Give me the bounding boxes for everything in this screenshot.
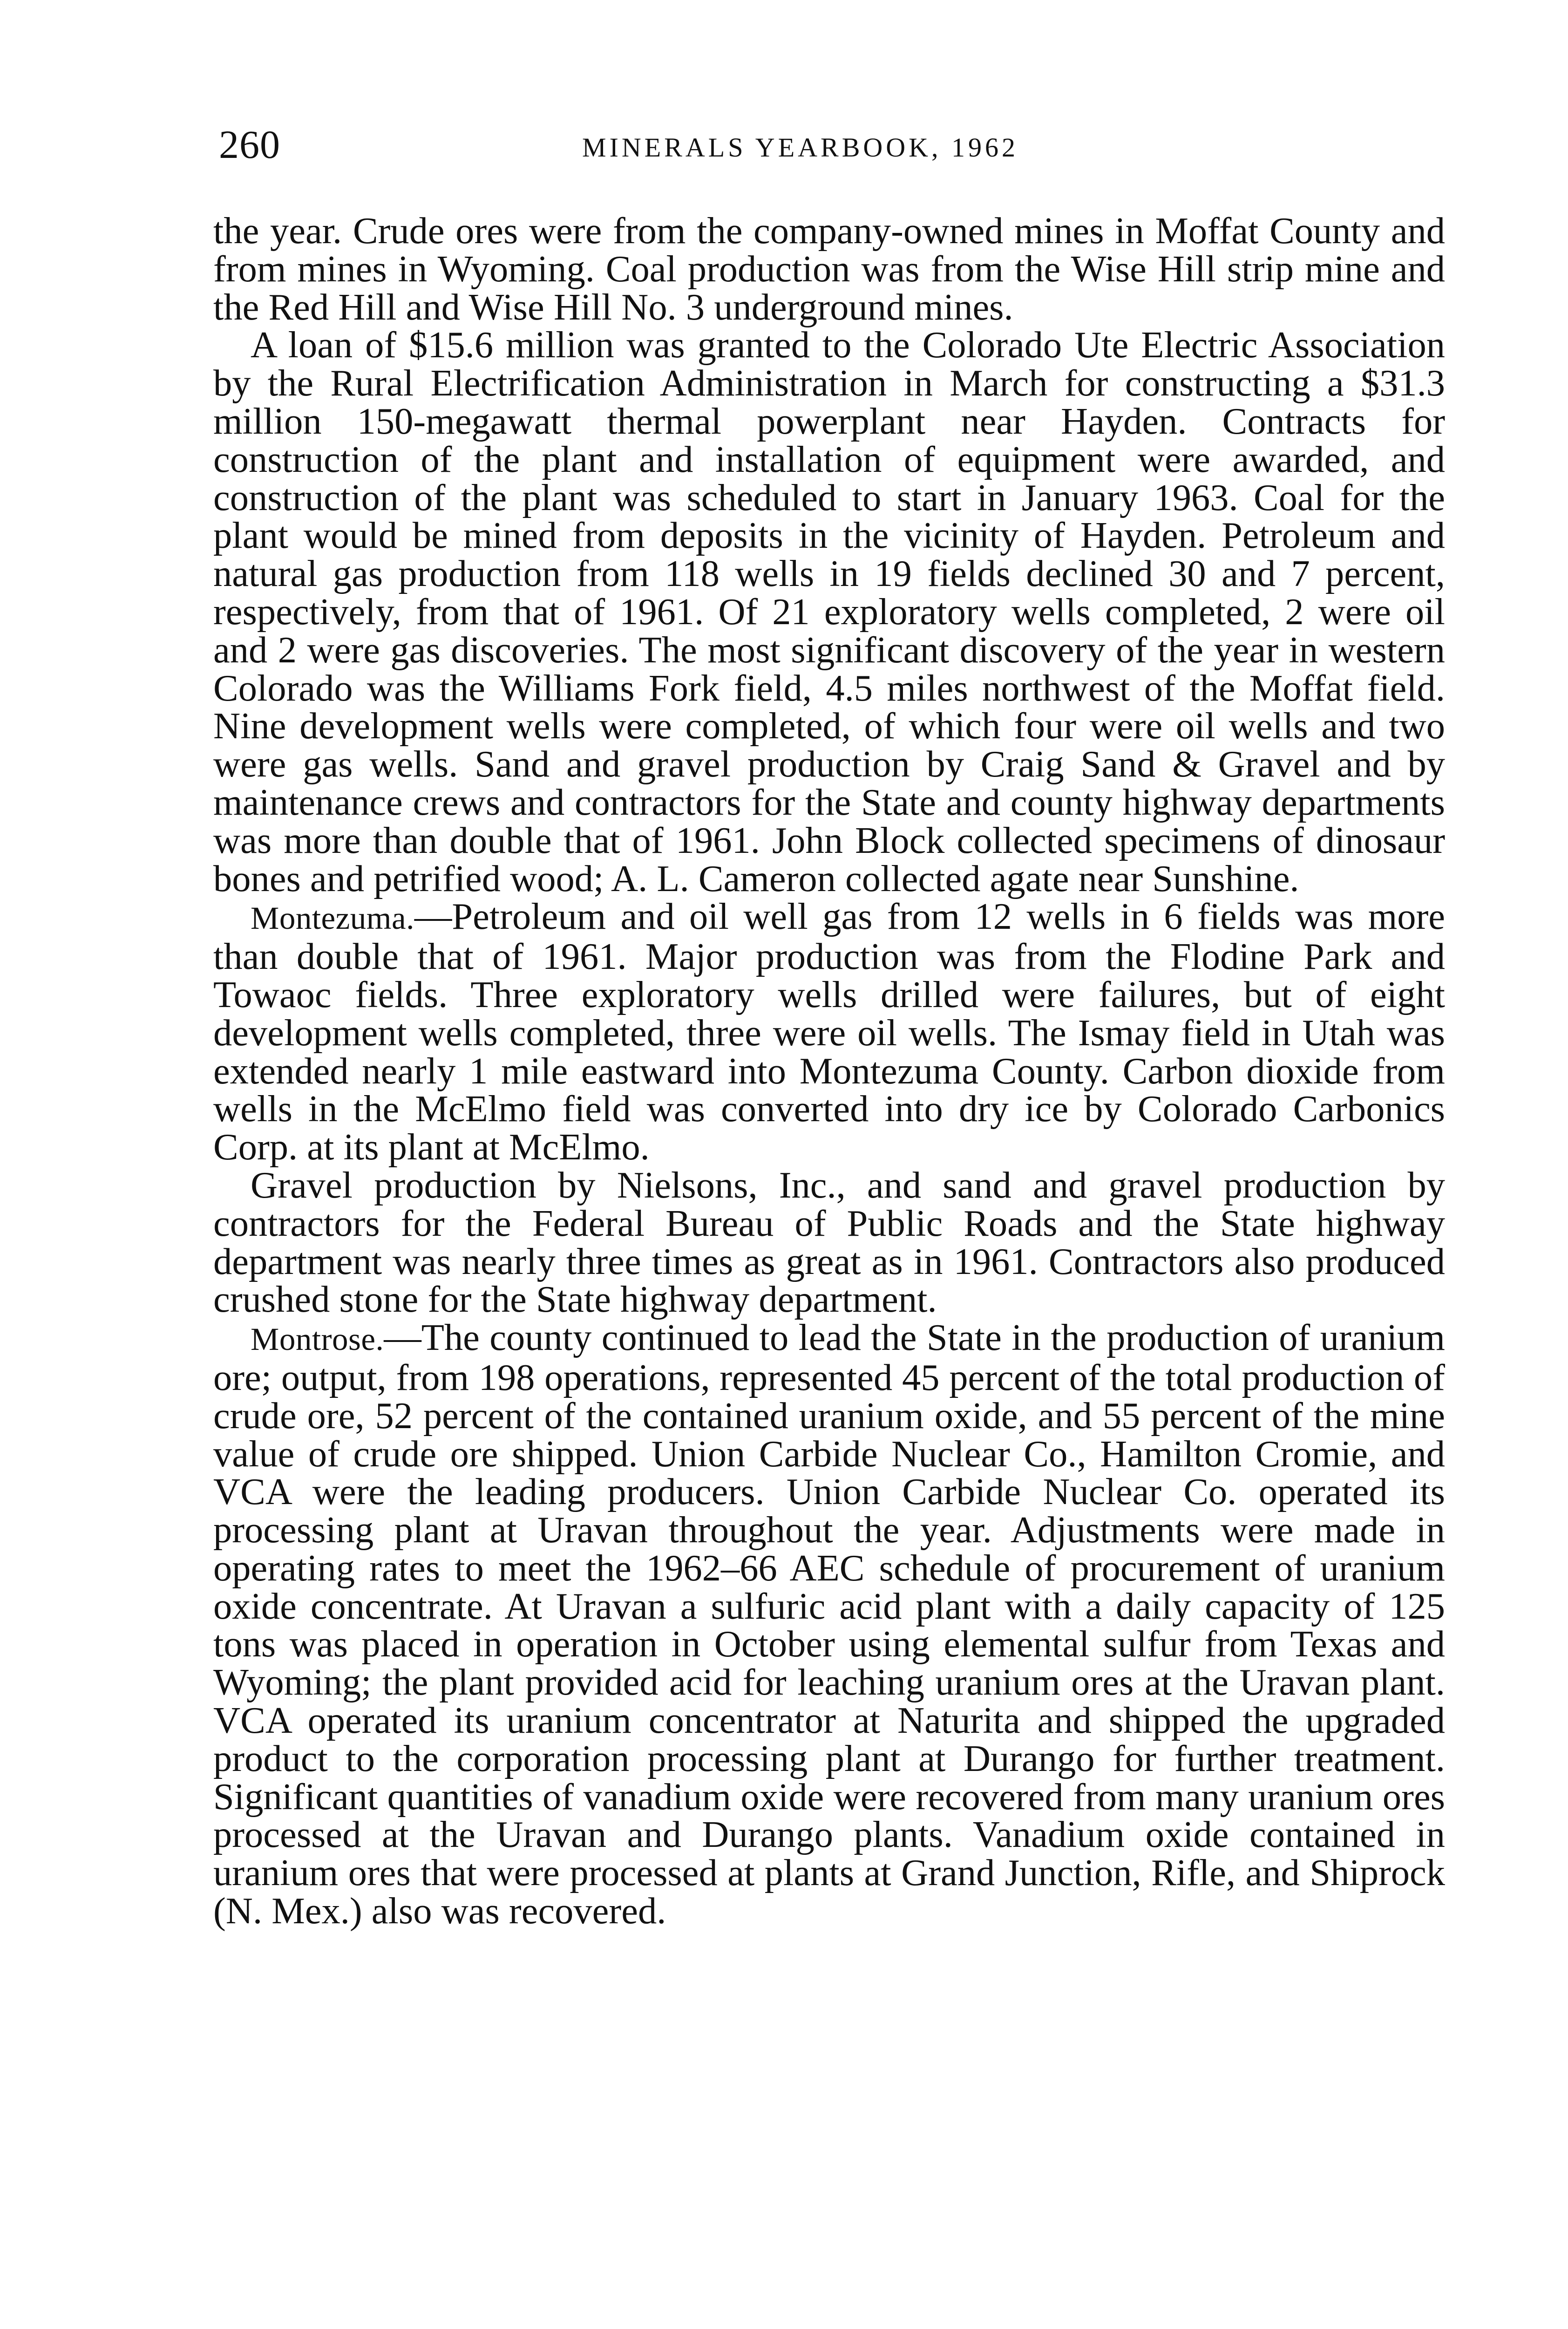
paragraph-text: —The county continued to lead the State in the production of uranium ore; output, from 198 operations, represented 45 percent of the total production of crude ore, 52 percent of the contained uranium oxide, and 55 percent of the mine value of crude ore shipped. Union Carbide Nuclear Co., Hamilton Cromie, and VCA were the leading producers. Union Carbide Nuclear Co. operated its processing plant at Uravan throughout the year. Adjustments were made in operating rates to meet the 1962–66 AEC schedule of procurement of uranium oxide concentrate. At Uravan a sulfuric acid plant with a daily capacity of 125 tons was placed in operation in October using elemental sulfur from Texas and Wyoming; the plant provided acid for leaching uranium ores at the Uravan plant. VCA operated its uranium concentrator at Naturita and shipped the upgraded product to the corporation processing plant at Durango for further treatment. Significant quantities of vanadium oxide were recovered from many uranium ores processed at the Uravan and Durango plants. Vanadium oxide contained in uranium ores that were processed at plants at Grand Junction, Rifle, and Shiprock (N. Mex.) also was recovered.	[213, 1317, 1445, 1932]
page-number: 260	[219, 122, 280, 167]
running-title: MINERALS YEARBOOK, 1962	[582, 132, 1019, 163]
county-heading-montezuma: Montezuma.	[251, 900, 414, 936]
paragraph-text: Gravel production by Nielsons, Inc., and sand and gravel production by contractors for the Federal Bureau of Public Roads and the State highway department was nearly three times as great as in 1961. Contractors also produced crushed stone for the State highway department.	[213, 1164, 1445, 1321]
county-heading-montrose: Montrose.	[251, 1321, 384, 1357]
paragraph	[213, 326, 1445, 898]
running-head	[219, 119, 1439, 170]
body-text	[213, 212, 1445, 1930]
paragraph-text: the year. Crude ores were from the company-owned mines in Moffat County and from mines in Wyoming. Coal production was from the Wise Hill strip mine and the Red Hill and Wise Hill No. 3 underground mines.	[213, 210, 1445, 328]
paragraph-text: A loan of $15.6 million was granted to the Colorado Ute Electric Association by the Rural Electrification Administration in March for constructing a $31.3 million 150-megawatt thermal powerplant near Hayden. Contracts for construction of the plant and installation of equipment were awarded, and construction of the plant was scheduled to start in January 1963. Coal for the plant would be mined from deposits in the vicinity of Hayden. Petroleum and natural gas production from 118 wells in 19 fields declined 30 and 7 percent, respectively, from that of 1961. Of 21 exploratory wells completed, 2 were oil and 2 were gas discoveries. The most significant discovery of the year in western Colorado was the Williams Fork field, 4.5 miles northwest of the Moffat field. Nine development wells were completed, of which four were oil wells and two were gas wells. Sand and gravel production by Craig Sand & Gravel and by maintenance crews and contractors for the State and county highway departments was more than double that of 1961. John Block collected specimens of dinosaur bones and petrified wood; A. L. Cameron collected agate near Sunshine.	[213, 324, 1445, 899]
paragraph	[213, 1166, 1445, 1319]
paragraph	[213, 212, 1445, 326]
paragraph-montezuma	[213, 898, 1445, 1166]
paragraph-text: —Petroleum and oil well gas from 12 wells in 6 fields was more than double that of 1961. Major production was from the Flodine Park and Towaoc fields. Three exploratory wells drilled were failures, but of eight development wells completed, three were oil wells. The Ismay field in Utah was extended nearly 1 mile eastward into Montezuma County. Carbon dioxide from wells in the McElmo field was converted into dry ice by Colorado Carbonics Corp. at its plant at McElmo.	[213, 896, 1445, 1168]
paragraph-montrose	[213, 1319, 1445, 1930]
